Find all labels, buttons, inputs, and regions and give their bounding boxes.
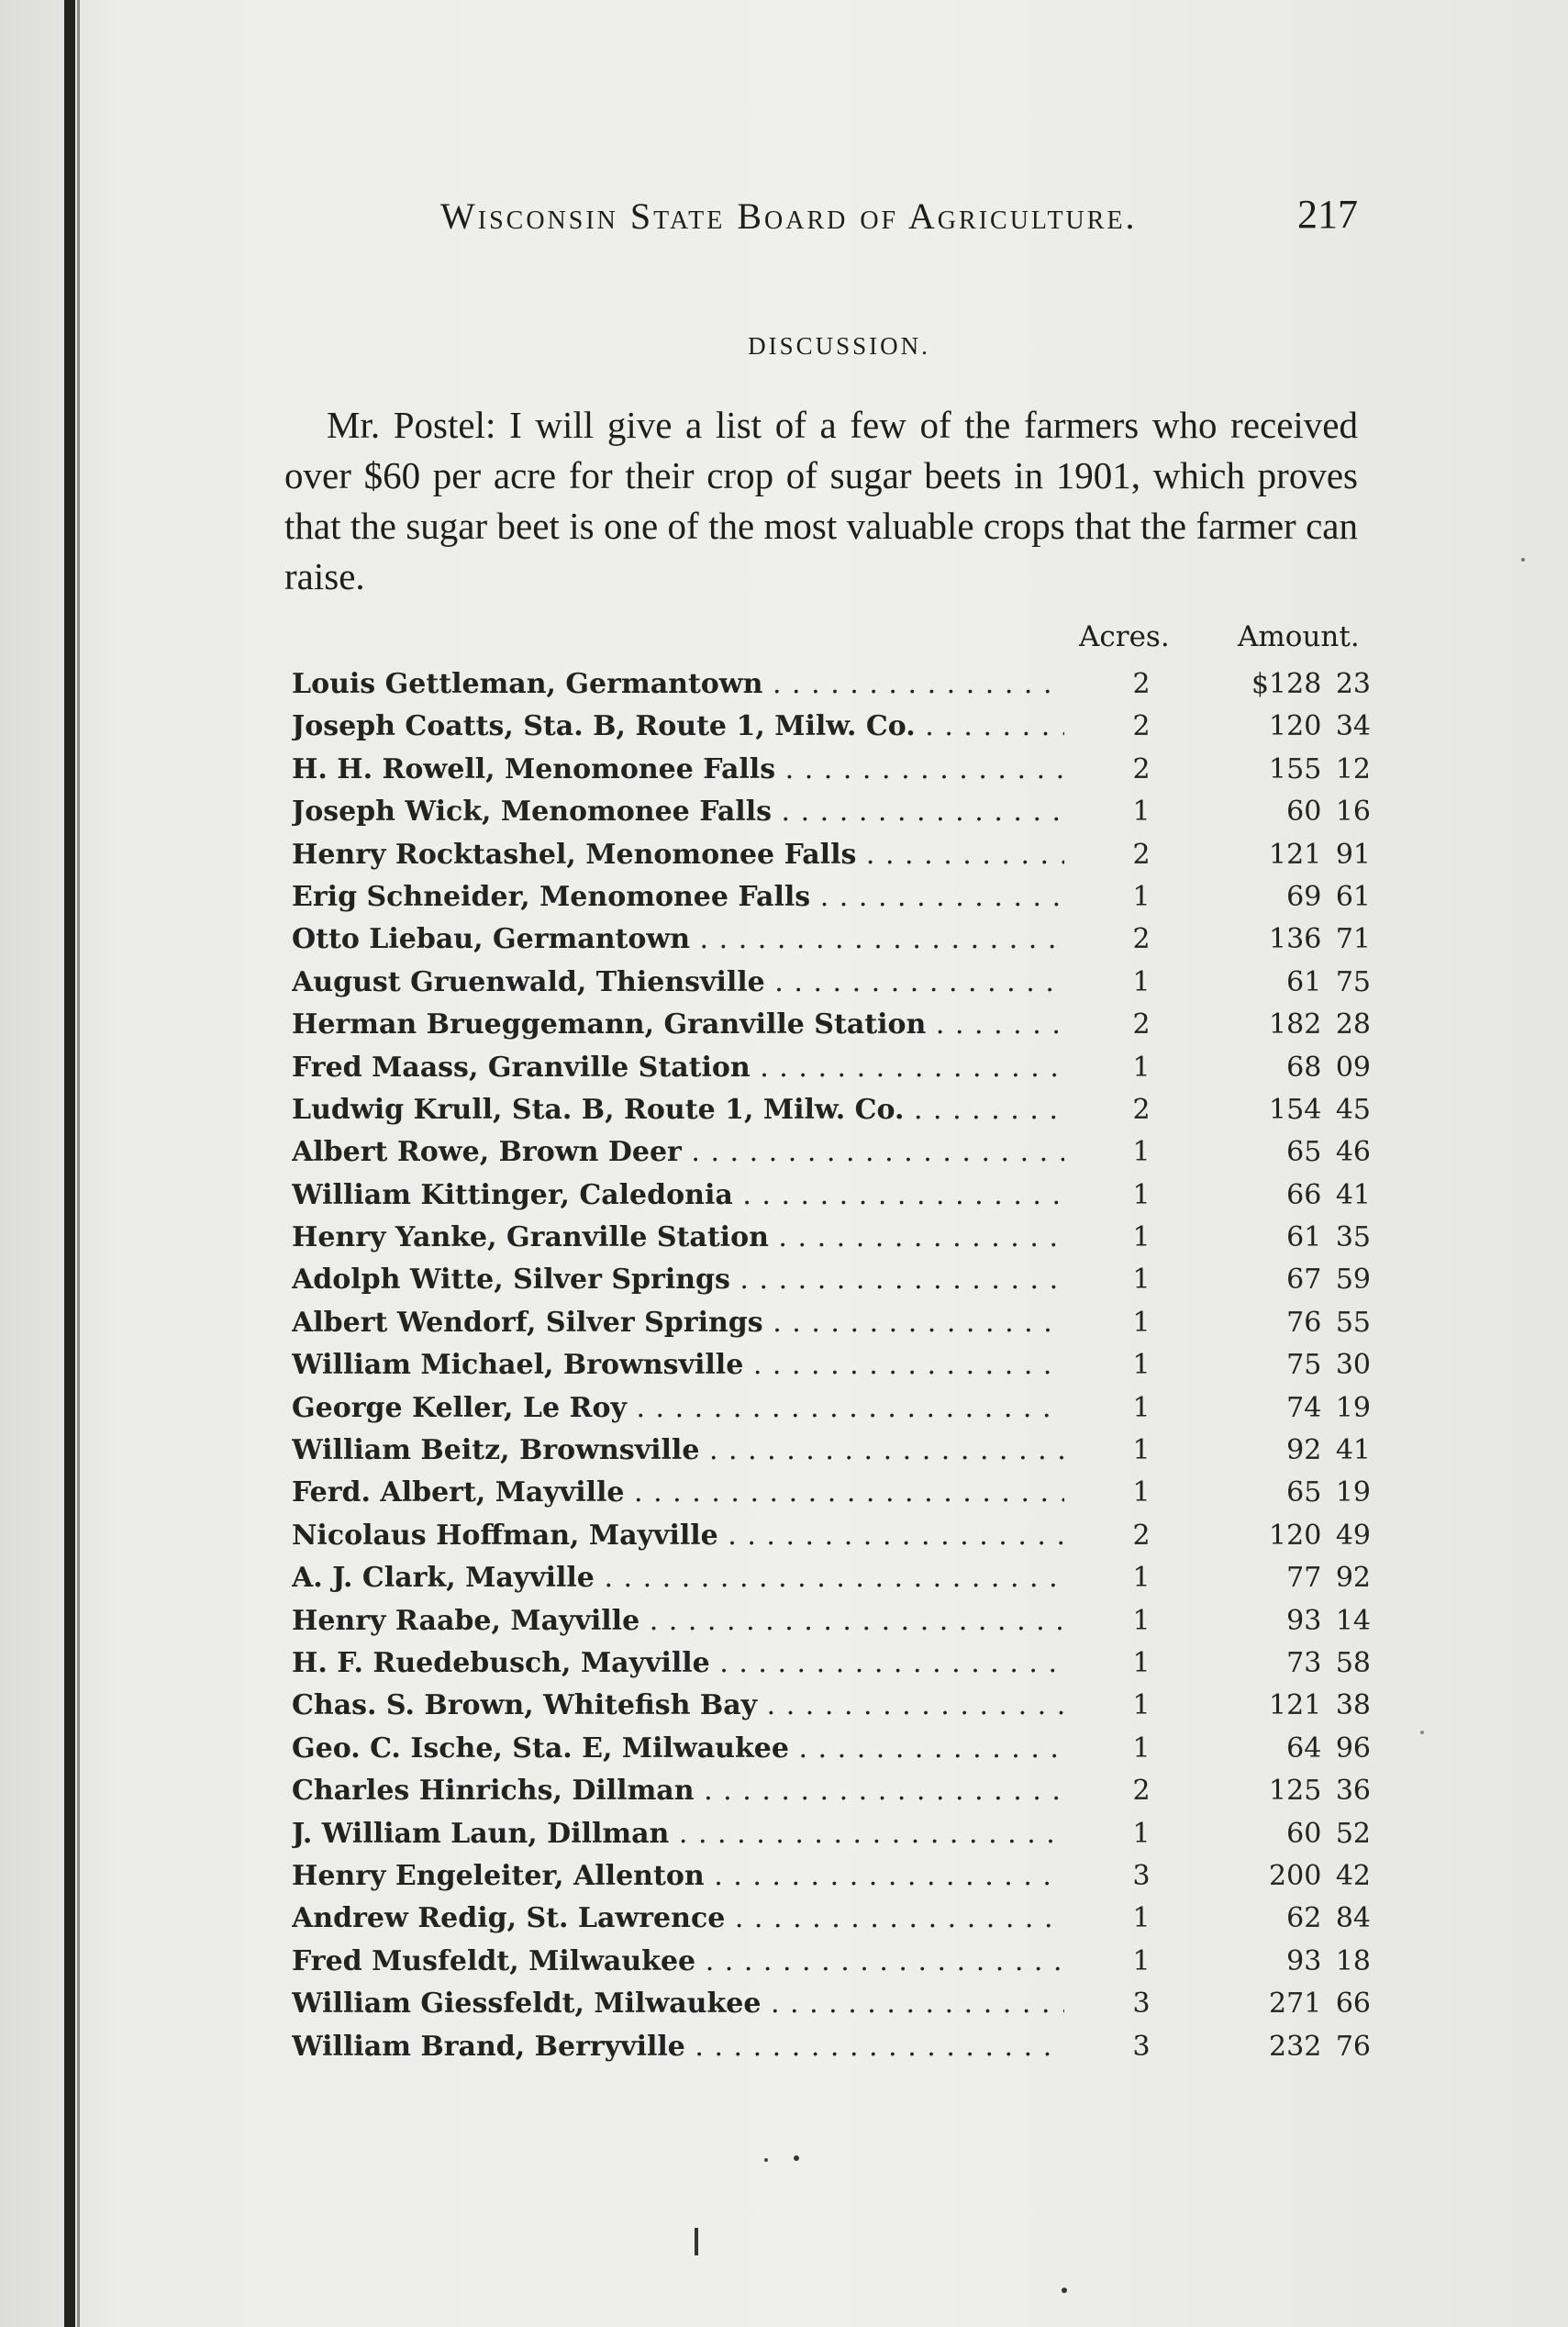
table-row [292,1003,1393,1045]
acres-cell: 1 [1132,1562,1151,1595]
acres-cell: 3 [1132,1859,1151,1892]
page-number: 217 [1297,192,1358,237]
table-row [292,790,1393,832]
running-head: Wisconsin State Board of Agriculture. [440,195,1138,237]
table-row [292,1386,1393,1429]
table-row [292,1301,1393,1343]
farmer-name: Henry Engeleiter, Allenton . . . [292,1860,1064,1892]
acres-cell: 1 [1132,1476,1151,1509]
acres-cell: 2 [1132,710,1151,743]
amount-cell: 93 14 [1286,1604,1371,1637]
table-row [292,1812,1393,1854]
acres-cell: 3 [1132,2030,1151,2063]
farmer-name: Henry Yanke, Granville Station . . . [292,1221,1064,1253]
table-row [292,1258,1393,1300]
farmer-name: Chas. S. Brown, Whitefish Bay . . . [292,1689,1064,1721]
speaker-name: Mr. Postel: [327,404,496,446]
farmer-name: H. H. Rowell, Menomonee Falls . . . [292,753,1064,785]
amount-cell: 68 09 [1286,1051,1371,1084]
amount-cell: 125 36 [1269,1775,1371,1808]
farmer-name: Erig Schneider, Menomonee Falls . . . [292,881,1064,913]
table-row [292,1429,1393,1471]
acres-cell: 1 [1132,1817,1151,1850]
farmer-name: Otto Liebau, Germantown . . . [292,923,1064,955]
farmer-name: Albert Wendorf, Silver Springs . . . [292,1307,1064,1339]
acres-cell: 2 [1132,838,1151,871]
table-row [292,1854,1393,1897]
amount-cell: 200 42 [1269,1859,1371,1892]
table-row [292,961,1393,1003]
amount-cell: 75 30 [1286,1349,1371,1382]
farmer-name: George Keller, Le Roy . . . [292,1392,1064,1424]
acres-cell: 1 [1132,1902,1151,1935]
acres-cell: 1 [1132,1264,1151,1297]
farmer-name: August Gruenwald, Thiensville . . . [292,966,1064,998]
amount-cell: 62 84 [1286,1902,1371,1935]
table-row [292,662,1393,705]
table-row [292,1642,1393,1684]
acres-cell: 2 [1132,1093,1151,1126]
amount-cell: 73 58 [1286,1646,1371,1679]
table-row [292,1088,1393,1130]
table-row [292,1046,1393,1088]
table-row [292,1514,1393,1556]
amount-cell: 65 19 [1286,1476,1371,1509]
acres-cell: 1 [1132,1944,1151,1977]
table-row [292,1769,1393,1811]
amount-cell: 120 34 [1269,710,1371,743]
amount-cell: 60 52 [1286,1817,1371,1850]
farmer-name: Nicolaus Hoffman, Mayville . . . [292,1520,1064,1552]
table-row [292,833,1393,875]
amount-cell: $128 23 [1251,668,1371,700]
farmer-name: William Giessfeldt, Milwaukee . . . [292,1987,1064,2020]
acres-cell: 3 [1132,1987,1151,2021]
amount-cell: 182 28 [1269,1008,1371,1041]
table-row [292,705,1393,747]
acres-cell: 1 [1132,965,1151,998]
table-row [292,1130,1393,1173]
table-row [292,1174,1393,1216]
acres-cell: 1 [1132,1391,1151,1424]
intro-text: I will give a list of a few of the farmers who received over $60 per acre for their crop of sugar beets in 1901, which proves that the sugar beet is one of the most valuable crops that the farmer can raise. [284,404,1359,597]
acres-cell: 2 [1132,1519,1151,1552]
column-header-acres: Acres. [1079,620,1170,653]
amount-cell: 121 91 [1269,838,1371,871]
amount-cell: 120 49 [1269,1519,1371,1552]
amount-cell: 92 41 [1286,1434,1371,1467]
acres-cell: 1 [1132,1136,1151,1169]
table-row [292,1982,1393,2024]
farmer-name: Herman Brueggemann, Granville Station . . . [292,1008,1064,1041]
farmer-name: William Michael, Brownsville . . . [292,1349,1064,1381]
farmer-name: Fred Maass, Granville Station . . . [292,1052,1064,1084]
acres-cell: 1 [1132,1731,1151,1765]
table-row [292,2025,1393,2067]
acres-cell: 1 [1132,1434,1151,1467]
farmer-name: William Brand, Berryville . . . [292,2031,1064,2063]
farmer-name: Ludwig Krull, Sta. B, Route 1, Milw. Co. . . . [292,1094,1064,1126]
farmer-name: Albert Rowe, Brown Deer . . . [292,1136,1064,1168]
table-row [292,875,1393,918]
amount-cell: 67 59 [1286,1264,1371,1297]
amount-cell: 66 41 [1286,1178,1371,1211]
farmer-name: William Kittinger, Caledonia . . . [292,1179,1064,1211]
acres-cell: 1 [1132,1349,1151,1382]
amount-cell: 61 75 [1286,965,1371,998]
amount-cell: 154 45 [1269,1093,1371,1126]
amount-cell: 93 18 [1286,1944,1371,1977]
farmer-name: Henry Raabe, Mayville . . . [292,1605,1064,1637]
table-row [292,1343,1393,1386]
acres-cell: 1 [1132,1178,1151,1211]
table-row [292,1216,1393,1258]
acres-cell: 1 [1132,1306,1151,1339]
amount-cell: 77 92 [1286,1562,1371,1595]
farmer-name: Charles Hinrichs, Dillman . . . [292,1775,1064,1807]
amount-cell: 60 16 [1286,796,1371,829]
acres-cell: 2 [1132,923,1151,956]
amount-cell: 271 66 [1269,1987,1371,2021]
table-row [292,1897,1393,1939]
table-row [292,1727,1393,1769]
table-row [292,1940,1393,1982]
amount-cell: 232 76 [1269,2030,1371,2063]
farmer-name: A. J. Clark, Mayville . . . [292,1562,1064,1594]
table-row [292,1556,1393,1598]
farmer-name: Geo. C. Ische, Sta. E, Milwaukee . . . [292,1732,1064,1765]
page-header [431,192,1358,250]
amount-cell: 155 12 [1269,752,1371,785]
amount-cell: 121 38 [1269,1689,1371,1722]
acres-cell: 1 [1132,1646,1151,1679]
acres-cell: 2 [1132,752,1151,785]
table-row [292,748,1393,790]
amount-cell: 76 55 [1286,1306,1371,1339]
acres-cell: 1 [1132,1604,1151,1637]
acres-cell: 1 [1132,1051,1151,1084]
table-row [292,1599,1393,1642]
farmer-name: H. F. Ruedebusch, Mayville . . . [292,1647,1064,1679]
farmer-name: Fred Musfeldt, Milwaukee . . . [292,1945,1064,1977]
acres-cell: 1 [1132,1221,1151,1254]
table-row [292,918,1393,960]
amount-cell: 65 46 [1286,1136,1371,1169]
acres-cell: 2 [1132,1008,1151,1041]
section-title: DISCUSSION. [748,332,930,360]
amount-cell: 61 35 [1286,1221,1371,1254]
table-row [292,1684,1393,1726]
amount-cell: 136 71 [1269,923,1371,956]
acres-cell: 2 [1132,1775,1151,1808]
farmer-name: Henry Rocktashel, Menomonee Falls . . . [292,839,1064,871]
amount-cell: 64 96 [1286,1731,1371,1765]
column-header-amount: Amount. [1238,620,1360,653]
farmer-name: Adolph Witte, Silver Springs . . . [292,1264,1064,1296]
acres-cell: 1 [1132,796,1151,829]
farmer-name: William Beitz, Brownsville . . . [292,1434,1064,1466]
farmer-name: J. William Laun, Dillman . . . [292,1818,1064,1850]
farmer-name: Joseph Wick, Menomonee Falls . . . [292,796,1064,828]
farmer-name: Joseph Coatts, Sta. B, Route 1, Milw. Co. . . . [292,710,1064,742]
acres-cell: 1 [1132,1689,1151,1722]
farmer-ledger [292,662,1393,2067]
farmer-name: Andrew Redig, St. Lawrence . . . [292,1902,1064,1934]
amount-cell: 74 19 [1286,1391,1371,1424]
amount-cell: 69 61 [1286,880,1371,913]
farmer-name: Ferd. Albert, Mayville . . . [292,1476,1064,1509]
intro-paragraph [284,400,1358,602]
table-row [292,1471,1393,1513]
acres-cell: 2 [1132,668,1151,700]
acres-cell: 1 [1132,880,1151,913]
farmer-name: Louis Gettleman, Germantown . . . [292,668,1064,700]
